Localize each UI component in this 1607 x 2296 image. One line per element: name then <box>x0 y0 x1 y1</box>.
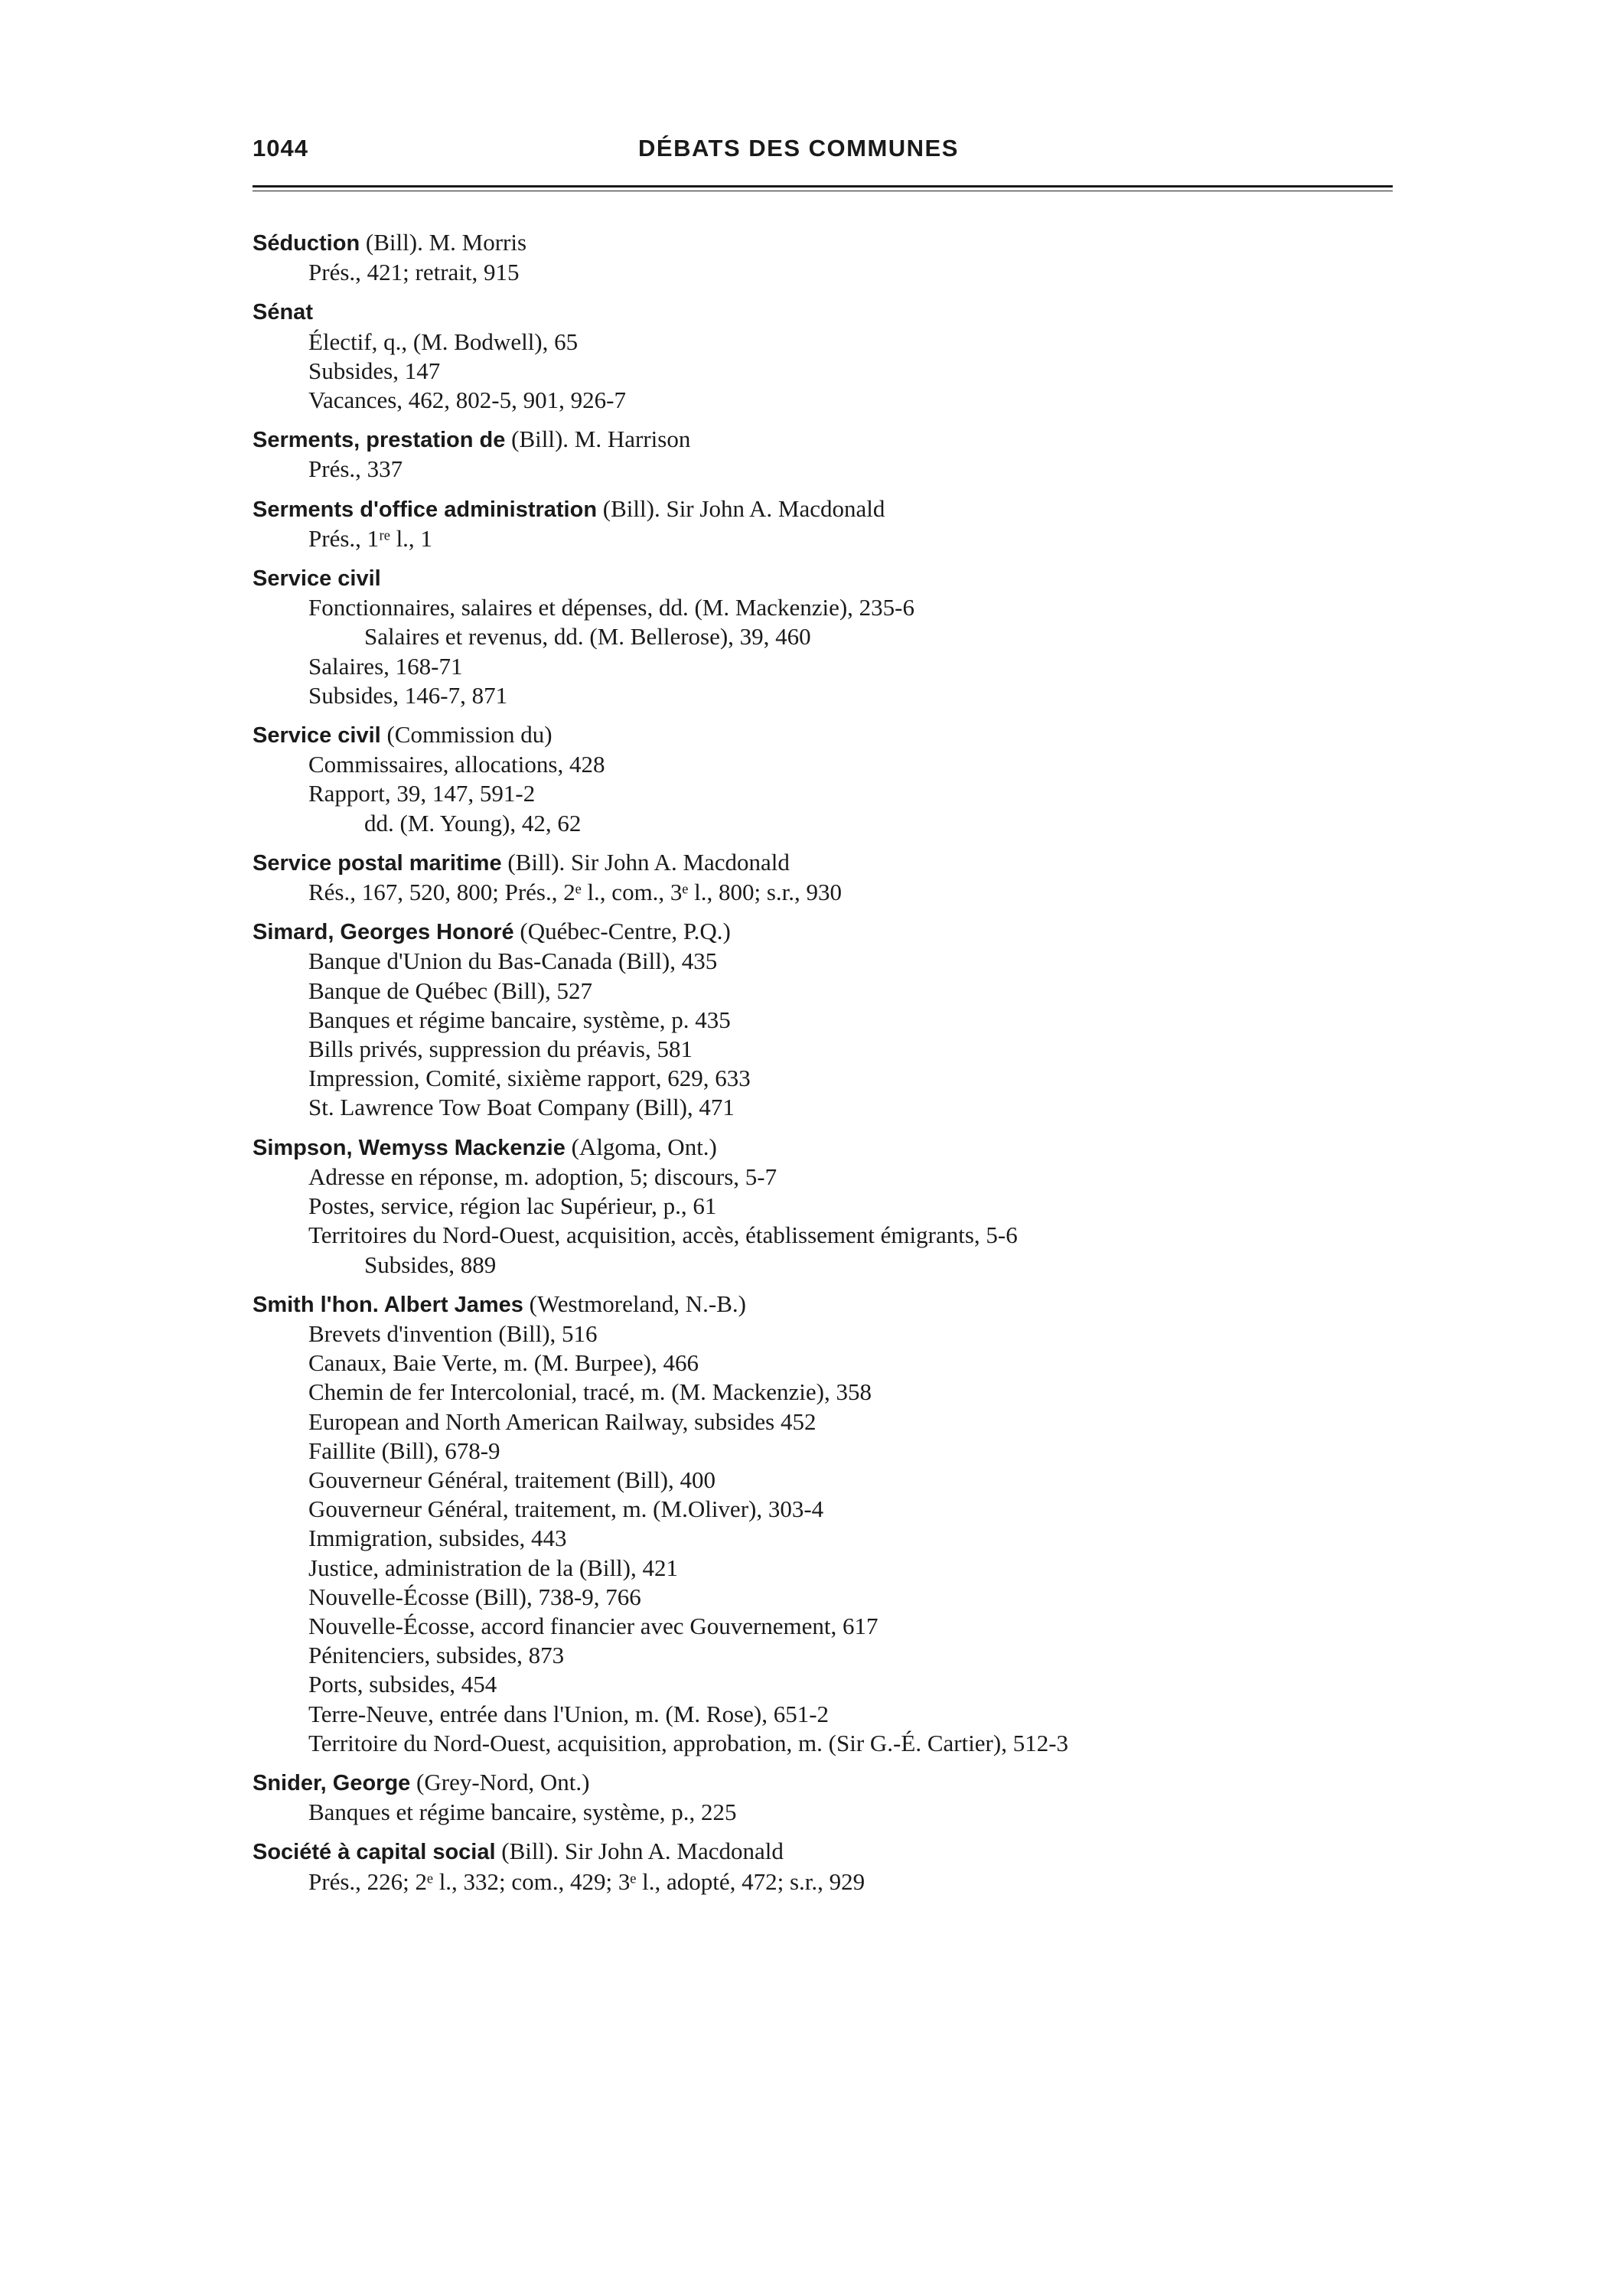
entry-heading-detail: (Bill). M. Morris <box>360 229 527 256</box>
entry-heading-line <box>253 917 1385 947</box>
entry-heading: Service civil <box>253 566 381 592</box>
index-entry <box>253 228 1385 287</box>
entry-heading-line <box>253 1837 1385 1867</box>
entry-subline: Adresse en réponse, m. adoption, 5; discours, 5-7 <box>308 1163 777 1190</box>
entry-subline: Postes, service, région lac Supérieur, p., 61 <box>308 1192 717 1220</box>
entry-subline: Électif, q., (M. Bodwell), 65 <box>308 328 579 355</box>
entry-heading: Serments, prestation de <box>253 428 506 453</box>
entry-heading-line <box>253 297 1385 327</box>
entry-subsubline: Salaires et revenus, dd. (M. Bellerose), 39, 460 <box>364 623 811 651</box>
entry-subline: Banques et régime bancaire, système, p. 435 <box>308 1006 731 1033</box>
entry-subline: Banque de Québec (Bill), 527 <box>308 977 593 1004</box>
entry-heading-line <box>253 228 1385 258</box>
entry-subsubline: Subsides, 889 <box>364 1251 497 1278</box>
entry-subline: Pénitenciers, subsides, 873 <box>308 1642 565 1669</box>
entry-subline: Chemin de fer Intercolonial, tracé, m. (M. Mackenzie), 358 <box>308 1378 872 1406</box>
entry-heading-line <box>253 563 1385 593</box>
entry-heading-detail: (Commission du) <box>380 721 553 748</box>
entry-subline: Banque d'Union du Bas-Canada (Bill), 435 <box>308 947 718 975</box>
entry-heading-detail: (Bill). Sir John A. Macdonald <box>597 494 885 522</box>
index-entry <box>253 1768 1385 1827</box>
entry-heading-line <box>253 1290 1385 1319</box>
entry-subline: Nouvelle-Écosse (Bill), 738-9, 766 <box>308 1583 641 1610</box>
page-number: 1044 <box>253 135 308 161</box>
entry-subline: Brevets d'invention (Bill), 516 <box>308 1319 598 1347</box>
entry-subline: Territoire du Nord-Ouest, acquisition, approbation, m. (Sir G.-É. Cartier), 512-3 <box>308 1729 1069 1756</box>
entry-heading: Smith l'hon. Albert James <box>253 1292 523 1317</box>
index-entries <box>253 228 1385 1906</box>
entry-subline: Subsides, 147 <box>308 357 441 384</box>
running-title: DÉBATS DES COMMUNES <box>638 135 959 161</box>
entry-heading: Simard, Georges Honoré <box>253 920 514 945</box>
entry-heading: Snider, George <box>253 1770 411 1795</box>
entry-subline: Territoires du Nord-Ouest, acquisition, accès, établissement émigrants, 5-6 <box>308 1221 1018 1249</box>
entry-subline: Banques et régime bancaire, système, p., 225 <box>308 1799 737 1826</box>
entry-subline: Rapport, 39, 147, 591-2 <box>308 780 536 807</box>
entry-heading: Serments d'office administration <box>253 497 598 522</box>
entry-subline: Salaires, 168-71 <box>308 652 463 680</box>
entry-subline: European and North American Railway, subsides 452 <box>308 1407 817 1435</box>
entry-heading: Société à capital social <box>253 1840 496 1865</box>
entry-subline: Prés., 337 <box>308 455 403 483</box>
header-rule <box>253 185 1393 191</box>
entry-subline: Subsides, 146-7, 871 <box>308 681 508 709</box>
entry-subsubline: dd. (M. Young), 42, 62 <box>364 809 582 837</box>
entry-heading-line <box>253 720 1385 750</box>
index-entry <box>253 494 1385 553</box>
entry-subline: Prés., 226; 2ᵉ l., 332; com., 429; 3ᵉ l., adopté, 472; s.r., 929 <box>308 1867 865 1895</box>
entry-subline: Nouvelle-Écosse, accord financier avec Gouvernement, 617 <box>308 1612 878 1639</box>
entry-heading-detail: (Bill). M. Harrison <box>505 426 691 453</box>
entry-subline: St. Lawrence Tow Boat Company (Bill), 471 <box>308 1094 735 1121</box>
entry-subline: Commissaires, allocations, 428 <box>308 751 605 778</box>
entry-heading-detail: (Westmoreland, N.-B.) <box>523 1290 746 1317</box>
entry-subline: Prés., 1ʳᵉ l., 1 <box>308 524 432 552</box>
entry-heading-line <box>253 848 1385 878</box>
entry-heading-line <box>253 425 1385 455</box>
entry-heading-detail: (Grey-Nord, Ont.) <box>410 1768 590 1795</box>
index-entry <box>253 1837 1385 1896</box>
entry-heading-line <box>253 1133 1385 1163</box>
entry-heading: Simpson, Wemyss Mackenzie <box>253 1135 566 1160</box>
entry-subline: Justice, administration de la (Bill), 421 <box>308 1554 678 1581</box>
entry-subline: Terre-Neuve, entrée dans l'Union, m. (M. Rose), 651-2 <box>308 1700 830 1727</box>
entry-heading: Service civil <box>253 723 381 748</box>
index-entry <box>253 425 1385 484</box>
entry-heading-detail: (Algoma, Ont.) <box>565 1133 717 1160</box>
entry-heading: Séduction <box>253 231 360 256</box>
entry-subline: Faillite (Bill), 678-9 <box>308 1437 500 1464</box>
entry-heading-line <box>253 1768 1385 1798</box>
index-entry <box>253 297 1385 415</box>
entry-subline: Vacances, 462, 802-5, 901, 926-7 <box>308 386 626 414</box>
index-entry <box>253 563 1385 710</box>
entry-subline: Canaux, Baie Verte, m. (M. Burpee), 466 <box>308 1349 699 1377</box>
entry-subline: Rés., 167, 520, 800; Prés., 2ᵉ l., com., 3ᵉ l., 800; s.r., 930 <box>308 879 843 906</box>
index-entry <box>253 848 1385 907</box>
entry-subline: Prés., 421; retrait, 915 <box>308 259 520 286</box>
index-entry <box>253 1290 1385 1758</box>
index-entry <box>253 917 1385 1122</box>
index-entry <box>253 1133 1385 1280</box>
entry-heading-detail: (Bill). Sir John A. Macdonald <box>501 848 790 876</box>
entry-heading: Sénat <box>253 300 313 325</box>
entry-subline: Impression, Comité, sixième rapport, 629, 633 <box>308 1065 751 1092</box>
entry-subline: Gouverneur Général, traitement, m. (M.Oliver), 303-4 <box>308 1495 824 1523</box>
entry-subline: Immigration, subsides, 443 <box>308 1525 567 1552</box>
entry-subline: Ports, subsides, 454 <box>308 1671 497 1698</box>
entry-heading-line <box>253 494 1385 524</box>
index-entry <box>253 720 1385 838</box>
entry-subline: Gouverneur Général, traitement (Bill), 400 <box>308 1466 715 1493</box>
entry-heading-detail: (Québec-Centre, P.Q.) <box>513 918 731 945</box>
entry-subline: Bills privés, suppression du préavis, 581 <box>308 1035 693 1063</box>
entry-subline: Fonctionnaires, salaires et dépenses, dd. (M. Mackenzie), 235-6 <box>308 594 914 621</box>
entry-heading: Service postal maritime <box>253 850 502 876</box>
entry-heading-detail: (Bill). Sir John A. Macdonald <box>495 1838 784 1865</box>
